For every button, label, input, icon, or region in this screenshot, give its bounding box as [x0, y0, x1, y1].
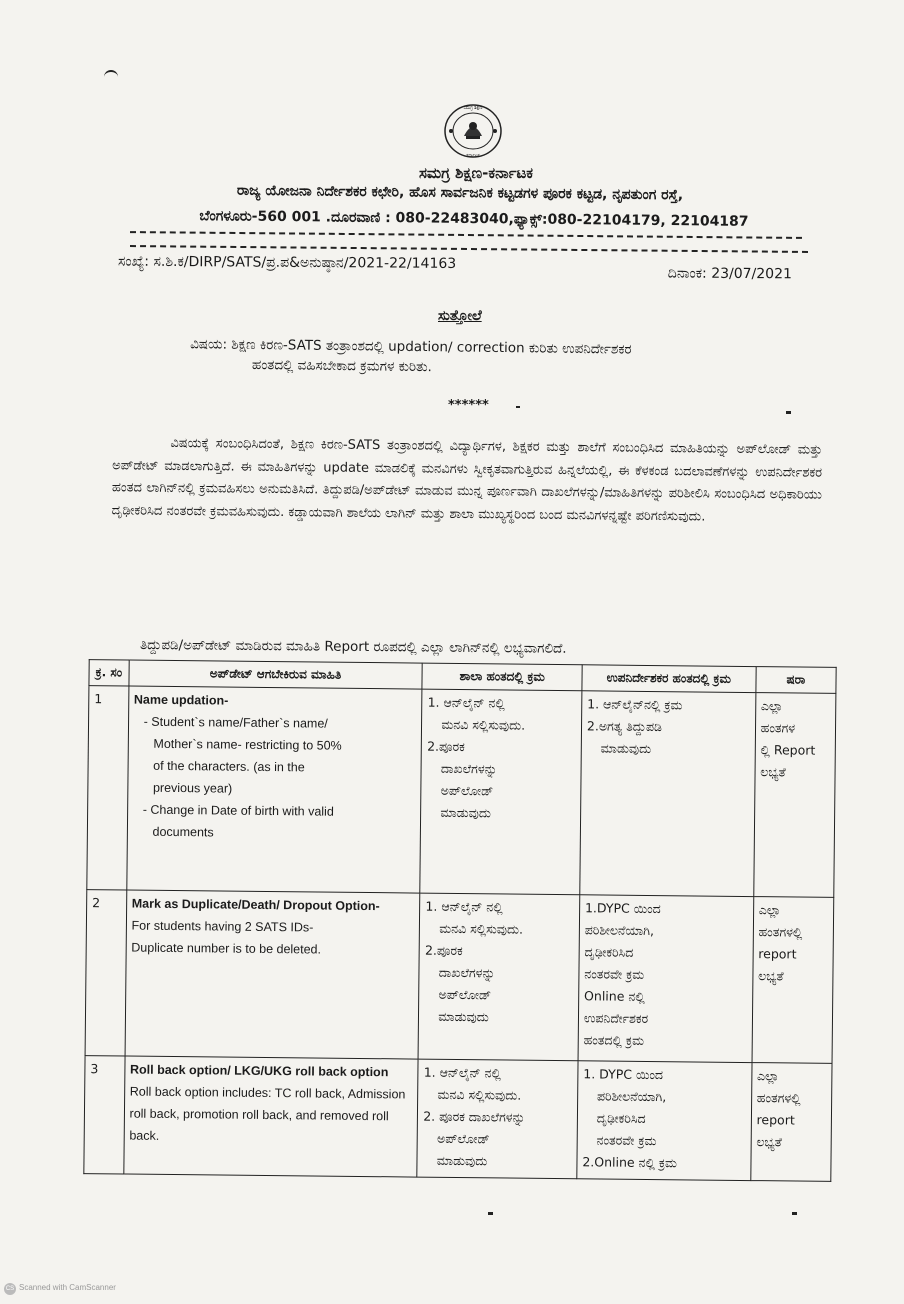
reference-number: ಸಂಖ್ಯೆ: ಸ.ಶಿ.ಕ/DIRP/SATS/ಪ್ರ.ಪ&ಅನುಷ್ಠಾನ/2021-22/14163 [117, 253, 457, 272]
cell-line: 1. ಆನ್‌ಲೈನ್‌ನಲ್ಲಿ ಕ್ರಮ [587, 696, 683, 713]
row-number: 3 [84, 1056, 125, 1174]
row-line: For students having 2 SATS IDs- [131, 918, 314, 935]
cell-line: 2.ಪೂರಕ [424, 942, 463, 959]
cell-line: ಅಪ್‌ಲೋಡ್ [440, 782, 494, 799]
table-row [87, 686, 836, 898]
cell-line: Online ನಲ್ಲಿ [584, 988, 645, 1004]
cell-line: ಮನವಿ ಸಲ್ಲಿಸುವುದು. [441, 716, 526, 733]
cell-line: 1. ಆನ್‌ಲೈನ್ ನಲ್ಲಿ [423, 1064, 502, 1081]
cell-line: ಪರಿಶೀಲನೆಯಾಗಿ, [596, 1088, 667, 1105]
camscanner-watermark [4, 1283, 116, 1295]
body-text: ವಿಷಯಕ್ಕೆ ಸಂಬಂಧಿಸಿದಂತೆ, ಶಿಕ್ಷಣ ಕಿರಣ-SATS ತಂತ್ರಾಂಶದಲ್ಲಿ ವಿದ್ಯಾರ್ಥಿಗಳ, ಶಿಕ್ಷಕರ ಮತ್ತು ಶಾಲೆಗೆ ಸಂಬಂಧಿಸಿದ ಮಾಹಿತಿಯನ್ನು ಅಪ್‌ಲೋಡ್ ಮತ್ತು ಅಪ್‌ಡೇಟ್ ಮಾಡಲಾಗುತ್ತಿದೆ. ಈ ಮಾಹಿತಿಗಳನ್ನು update ಮಾಡಲಿಕ್ಕೆ ಮನವಿಗಳು ಸ್ವೀಕೃತವಾಗುತ್ತಿರುವ ಹಿನ್ನಲೆಯಲ್ಲಿ, ಈ ಕೆಳಕಂಡ ಬದಲಾವಣೆಗಳನ್ನು ಉಪನಿರ್ದೇಶಕರ ಹಂತದ ಲಾಗಿನ್‌ನಲ್ಲಿ ಕ್ರಮವಹಿಸಲು ಅನುಮತಿಸಿದೆ. ತಿದ್ದುಪಡಿ/ಅಪ್‌ಡೇಟ್ ಮಾಡುವ ಮುನ್ನ ಪೂರ್ಣವಾಗಿ ದಾಖಲೆಗಳನ್ನು/ಮಾಹಿತಿಗಳನ್ನು ಪರಿಶೀಲಿಸಿ ಸಂಬಂಧಿಸಿದ ಅಧಿಕಾರಿಯು ದೃಢೀಕರಿಸಿದ ನಂತರವೇ ಕ್ರಮವಹಿಸುವುದು. ಕಡ್ಡಾಯವಾಗಿ ಶಾಲೆಯ ಲಾಗಿನ್ ಮತ್ತು ಶಾಲಾ ಮುಖ್ಯಸ್ಥರಿಂದ ಬಂದ ಮನವಿಗಳನ್ನಷ್ಟೇ ಪರಿಗಣಿಸುವುದು. [111, 435, 823, 524]
cell-line: ಎಲ್ಲಾ [758, 902, 781, 918]
cell-line: ಹಂತದಲ್ಲಿ ಕ್ರಮ [583, 1032, 645, 1048]
row-remarks [752, 897, 834, 1064]
cell-line: 2.ಪೂರಕ [427, 738, 465, 755]
cell-line: report [758, 946, 797, 962]
dot-mark [488, 1212, 493, 1215]
row-line: Duplicate number is to be deleted. [131, 940, 322, 957]
row-remarks [750, 1063, 832, 1182]
cell-line: ದಾಖಲೆಗಳನ್ನು [438, 964, 496, 981]
cell-line: ಮನವಿ ಸಲ್ಲಿಸುವುದು. [437, 1086, 522, 1103]
row-title: Mark as Duplicate/Death/ Dropout Option- [131, 896, 380, 914]
cell-line: ಮಾಡುವುದು [438, 1008, 489, 1025]
cell-line: ಲಭ್ಯತೆ [758, 968, 784, 984]
header-school-action: ಶಾಲಾ ಹಂತದಲ್ಲಿ ಕ್ರಮ [422, 663, 582, 691]
row-line: - Change in Date of birth with valid [142, 802, 334, 819]
body-paragraph [112, 432, 823, 529]
cell-line: 2.Online ನಲ್ಲಿ ಕ್ರಮ [582, 1154, 678, 1171]
cell-line: 2.ಅಗತ್ಯ ತಿದ್ದುಪಡಿ [586, 718, 662, 735]
cell-line: 1. ಆನ್‌ಲೈನ್ ನಲ್ಲಿ [427, 694, 505, 711]
row-line: of the characters. (as in the [153, 758, 305, 775]
cell-line: ಪರಿಶೀಲನೆಯಾಗಿ, [584, 922, 655, 939]
header-info-to-update: ಅಪ್‌ಡೇಟ್ ಆಗಬೇಕಿರುವ ಮಾಹಿತಿ [129, 660, 423, 689]
cell-line: 1. DYPC ಯಿಂದ [583, 1066, 664, 1083]
office-name: ರಾಜ್ಯ ಯೋಜನಾ ನಿರ್ದೇಶಕರ ಕಛೇರಿ, ಹೊಸ ಸಾರ್ವಜನಿಕ ಕಟ್ಟಡಗಳ ಪೂರಕ ಕಟ್ಟಡ, ನೃಪತುಂಗ ರಸ್ತೆ, [236, 182, 684, 204]
reference-line [117, 253, 798, 283]
cell-line: ಹಂತಗಳ [760, 720, 796, 736]
office-address: ಬೆಂಗಳೂರು-560 001 .ದೂರವಾಣಿ : 080-22483040,ಫ್ಯಾಕ್ಸ್:080-22104179, 22104187 [199, 208, 749, 230]
separator-stars: ****** [448, 398, 489, 413]
cell-line: ನಂತರವೇ ಕ್ರಮ [584, 966, 645, 982]
cell-line: 2. ಪೂರಕ ದಾಖಲೆಗಳನ್ನು [423, 1108, 526, 1125]
cell-line: ಹಂತಗಳಲ್ಲಿ [756, 1090, 801, 1106]
table-row [85, 890, 834, 1064]
header-sl-no: ಕ್ರ. ಸಂ [89, 660, 129, 686]
subject-line-2: ಹಂತದಲ್ಲಿ ವಹಿಸಬೇಕಾದ ಕ್ರಮಗಳ ಕುರಿತು. [251, 356, 432, 376]
row-ddpi-action [577, 1061, 752, 1181]
header-remarks: ಷರಾ [756, 667, 837, 694]
row-line: - Student`s name/Father`s name/ [143, 714, 328, 731]
cell-line: ದೃಢೀಕರಿಸಿದ [584, 944, 634, 960]
cell-line: ಮಾಡುವುದು [440, 804, 492, 821]
samagra-shikshana-emblem-icon [442, 100, 504, 162]
row-remarks [753, 693, 835, 898]
row-title: Name updation- [133, 692, 229, 708]
cell-line: ಲಭ್ಯತೆ [756, 1134, 782, 1150]
row-number: 1 [87, 686, 129, 890]
cell-line: ಅಪ್‌ಲೋಡ್ [438, 986, 492, 1003]
cell-line: report [756, 1112, 795, 1128]
cell-line: ಮಾಡುವುದು [436, 1152, 488, 1169]
row-school-action [420, 689, 582, 895]
row-number: 2 [85, 890, 126, 1056]
report-note: ತಿದ್ದುಪಡಿ/ಅಪ್‌ಡೇಟ್ ಮಾಡಿರುವ ಮಾಹಿತಿ Report ರೂಪದಲ್ಲಿ ಎಲ್ಲಾ ಲಾಗಿನ್‌ನಲ್ಲಿ ಲಭ್ಯವಾಗಲಿದೆ. [139, 637, 567, 657]
scanner-text: Scanned with CamScanner [19, 1283, 116, 1292]
header-divider-2 [130, 245, 808, 253]
corner-mark [104, 70, 118, 80]
updation-table [83, 659, 836, 1182]
cell-line: ಉಪನಿರ್ದೇಶಕರ [583, 1010, 649, 1026]
row-title: Roll back option/ LKG/UKG roll back option [129, 1062, 389, 1080]
cell-line: ಎಲ್ಲಾ [756, 1068, 780, 1084]
row-description [125, 890, 420, 1059]
cell-line: ಲಭ್ಯತೆ [760, 764, 786, 780]
emblem-top-text: ಸಮಗ್ರ ಶಿಕ್ಷಣ [463, 106, 483, 111]
subject-line-1: ವಿಷಯ: ಶಿಕ್ಷಣ ಕಿರಣ-SATS ತಂತ್ರಾಂಶದಲ್ಲಿ updation/ correction ಕುರಿತು ಉಪನಿರ್ದೇಶಕರ [190, 336, 632, 358]
cell-line: ನಂತರವೇ ಕ್ರಮ [596, 1132, 657, 1149]
cell-line: ಎಲ್ಲಾ [760, 698, 784, 714]
cell-line: ಲ್ಲಿ Report [760, 742, 816, 758]
header-ddpi-action: ಉಪನಿರ್ದೇಶಕರ ಹಂತದಲ್ಲಿ ಕ್ರಮ [582, 665, 756, 693]
cell-line: ದೃಢೀಕರಿಸಿದ [596, 1110, 646, 1126]
cell-line: 1.DYPC ಯಿಂದ [584, 900, 661, 917]
dot-mark [516, 406, 520, 408]
circular-title: ಸುತ್ತೋಲೆ [438, 308, 482, 324]
header-divider [130, 231, 802, 239]
camscanner-logo-icon: CS [4, 1283, 16, 1295]
row-ddpi-action [580, 691, 756, 897]
row-description [123, 1056, 418, 1177]
row-line: Mother`s name- restricting to 50% [153, 736, 342, 753]
emblem-bottom-text: ಕರ್ನಾಟಕ [466, 154, 480, 159]
row-line: documents [152, 824, 214, 840]
dot-mark [792, 1212, 797, 1215]
row-line: previous year) [152, 780, 233, 796]
cell-line: ಮಾಡುವುದು [600, 740, 652, 756]
org-name: ಸಮಗ್ರ ಶಿಕ್ಷಣ-ಕರ್ನಾಟಕ [418, 164, 534, 182]
row-description [126, 686, 422, 893]
row-line: Roll back option includes: TC roll back, Admission roll back, promotion roll back, and removed roll back. [129, 1084, 406, 1143]
cell-line: ಹಂತಗಳಲ್ಲಿ [758, 924, 803, 940]
dot-mark [786, 411, 791, 414]
circular-date: ದಿನಾಂಕ: 23/07/2021 [667, 265, 792, 283]
table-row [84, 1056, 832, 1182]
cell-line: ಮನವಿ ಸಲ್ಲಿಸುವುದು. [439, 920, 524, 937]
cell-line: 1. ಆನ್‌ಲೈನ್ ನಲ್ಲಿ [425, 898, 503, 915]
cell-line: ಅಪ್‌ಲೋಡ್ [436, 1130, 490, 1147]
row-school-action [417, 1059, 578, 1179]
cell-line: ದಾಖಲೆಗಳನ್ನು [440, 760, 498, 777]
row-ddpi-action [578, 895, 754, 1063]
row-school-action [418, 893, 579, 1061]
subject [190, 334, 810, 382]
